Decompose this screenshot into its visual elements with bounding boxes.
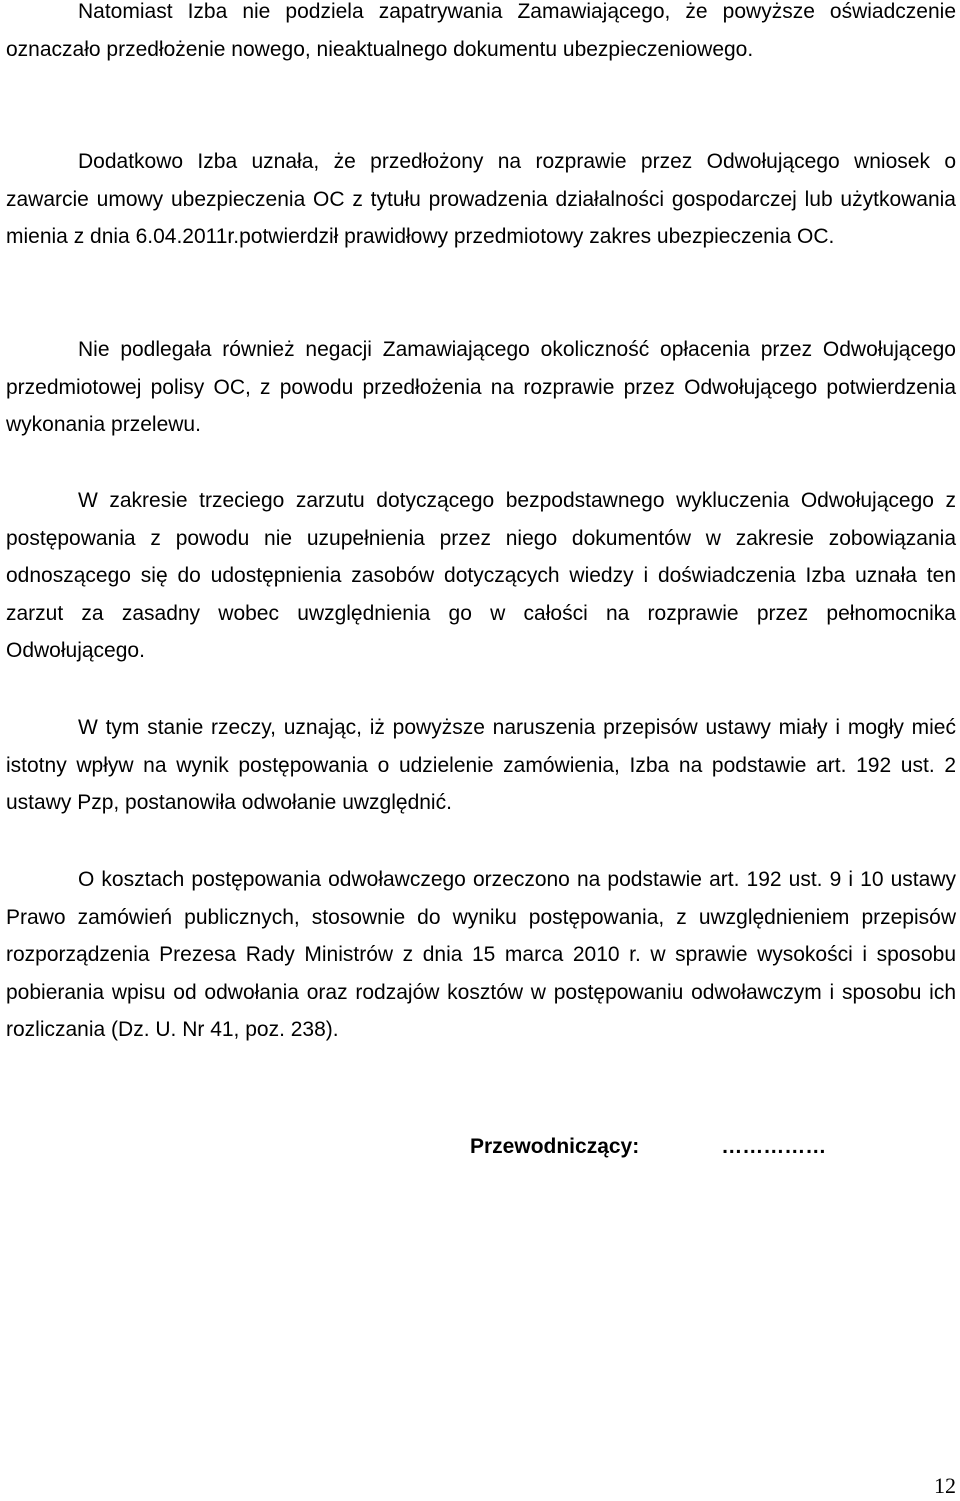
paragraph-5: W tym stanie rzeczy, uznając, iż powyższe naruszenia przepisów ustawy miały i mogły mieć istotny wpływ na wynik postępowania o udzielenie zamówienia, Izba na podstawie art. 192 ust. 2 ustawy Pzp, postanowiła odwołanie uwzględnić.	[6, 716, 956, 814]
paragraph-4: W zakresie trzeciego zarzutu dotyczącego bezpodstawnego wykluczenia Odwołującego z postępowania z powodu nie uzupełnienia przez niego dokumentów w zakresie zobowiązania odnoszącego się do udostępnienia zasobów dotyczących wiedzy i doświadczenia Izba uznała ten zarzut za zasadny wobec uwzględnienia go w całości na rozprawie przez pełnomocnika Odwołującego.	[6, 489, 956, 662]
paragraph-3: Nie podlegała również negacji Zamawiającego okoliczność opłacenia przez Odwołującego przedmiotowej polisy OC, z powodu przedłożenia na rozprawie przez Odwołującego potwierdzenia wykonania przelewu.	[6, 338, 956, 436]
paragraph-1: Natomiast Izba nie podziela zapatrywania Zamawiającego, że powyższe oświadczenie oznaczało przedłożenie nowego, nieaktualnego dokumentu ubezpieczeniowego.	[6, 0, 956, 61]
page-number: 12	[934, 1473, 956, 1498]
signature-label: Przewodniczący:	[470, 1135, 640, 1158]
signature-dots: ……………	[721, 1135, 827, 1158]
paragraph-2: Dodatkowo Izba uznała, że przedłożony na rozprawie przez Odwołującego wniosek o zawarcie umowy ubezpieczenia OC z tytułu prowadzenia działalności gospodarczej lub użytkowania mienia z dnia 6.04.2011r.potwierdził prawidłowy przedmiotowy zakres ubezpieczenia OC.	[6, 150, 956, 248]
signature-block	[470, 1128, 826, 1166]
paragraph-6: O kosztach postępowania odwoławczego orzeczono na podstawie art. 192 ust. 9 i 10 ustawy Prawo zamówień publicznych, stosownie do wyniku postępowania, z uwzględnieniem przepisów rozporządzenia Prezesa Rady Ministrów z dnia 15 marca 2010 r. w sprawie wysokości i sposobu pobierania wpisu od odwołania oraz rodzajów kosztów w postępowaniu odwoławczym i sposobu ich rozliczania (Dz. U. Nr 41, poz. 238).	[6, 868, 956, 1041]
